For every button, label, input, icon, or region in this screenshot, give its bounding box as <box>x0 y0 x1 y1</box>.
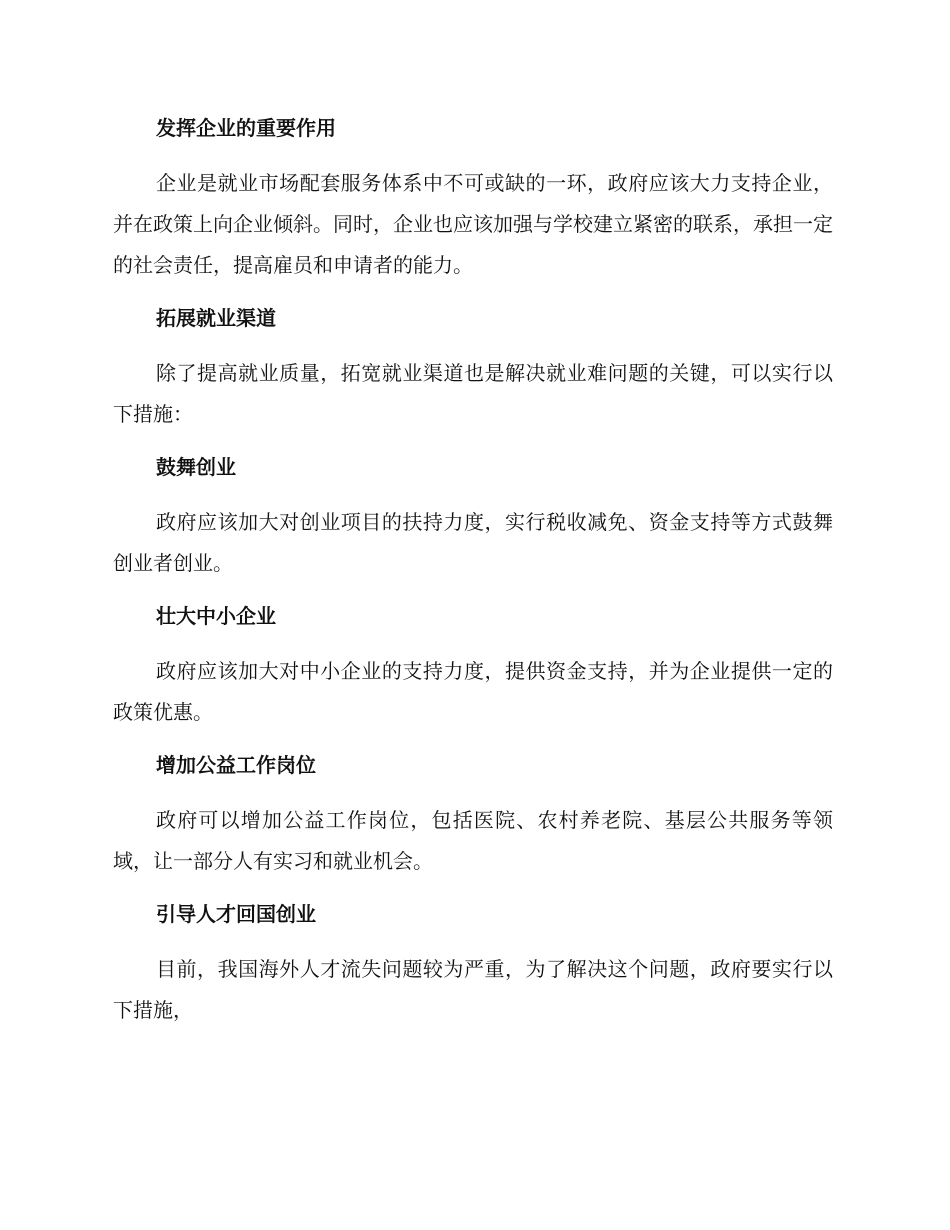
section-paragraph-expand-channels: 除了提高就业质量，拓宽就业渠道也是解决就业难问题的关键，可以实行以下措施： <box>113 361 833 426</box>
section-heading-encourage-startups: 鼓舞创业 <box>156 455 236 479</box>
section-paragraph-encourage-startups: 政府应该加大对创业项目的扶持力度，实行税收减免、资金支持等方式鼓舞创业者创业。 <box>113 510 833 575</box>
section-heading-enterprise-role: 发挥企业的重要作用 <box>156 116 336 140</box>
section-paragraph-sme-growth: 政府应该加大对中小企业的支持力度，提供资金支持，并为企业提供一定的政策优惠。 <box>113 659 833 724</box>
section-heading-sme-growth: 壮大中小企业 <box>156 604 276 628</box>
section-heading-talent-return: 引导人才回国创业 <box>156 902 316 926</box>
section-paragraph-talent-return: 目前，我国海外人才流失问题较为严重，为了解决这个问题，政府要实行以下措施， <box>113 957 833 1022</box>
document-body <box>113 108 833 1031</box>
section-heading-public-welfare-jobs: 增加公益工作岗位 <box>156 753 316 777</box>
section-paragraph-public-welfare-jobs: 政府可以增加公益工作岗位，包括医院、农村养老院、基层公共服务等领域，让一部分人有实习和就业机会。 <box>113 808 833 873</box>
section-heading-expand-channels: 拓展就业渠道 <box>156 306 276 330</box>
section-paragraph-enterprise-role: 企业是就业市场配套服务体系中不可或缺的一环，政府应该大力支持企业，并在政策上向企业倾斜。同时，企业也应该加强与学校建立紧密的联系，承担一定的社会责任，提高雇员和申请者的能力。 <box>113 171 833 277</box>
